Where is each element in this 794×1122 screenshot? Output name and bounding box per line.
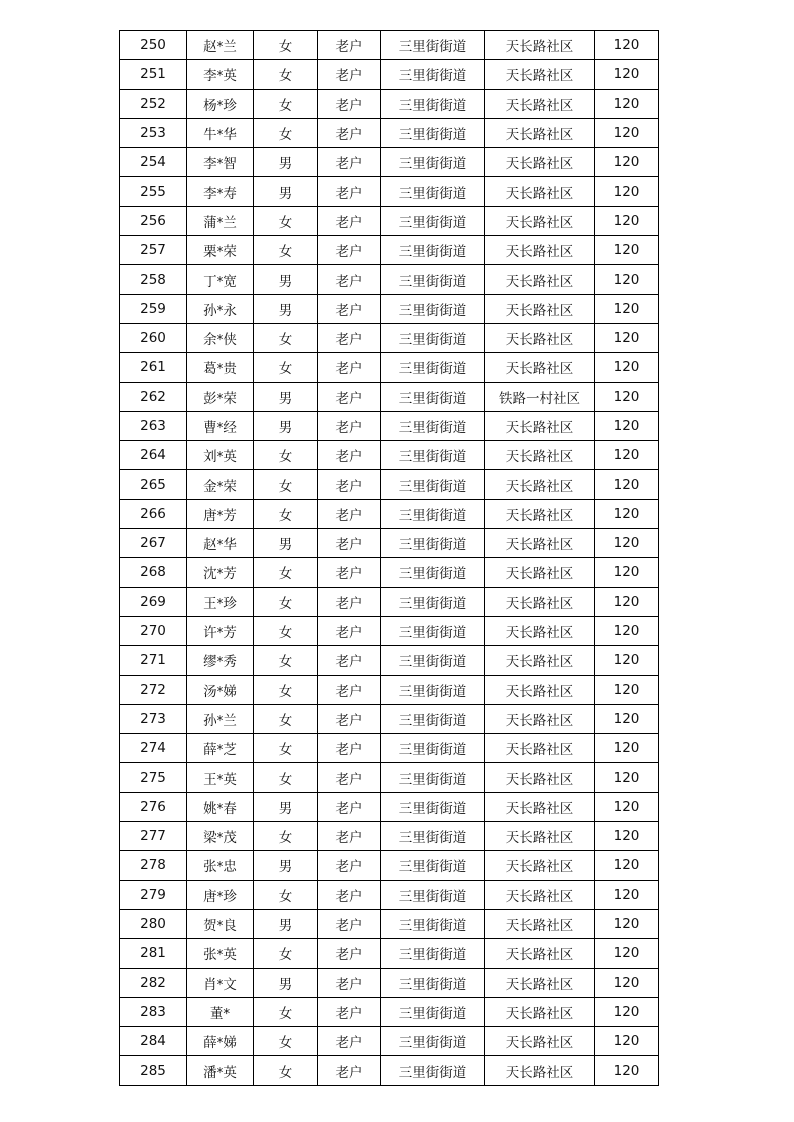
cell-amount: 120: [595, 1056, 659, 1085]
cell-index: 280: [120, 909, 187, 938]
cell-name: 缪*秀: [187, 646, 254, 675]
cell-community: 天长路社区: [485, 763, 595, 792]
records-table: [119, 30, 659, 1086]
cell-subdistrict: 三里街街道: [381, 353, 485, 382]
cell-index: 267: [120, 529, 187, 558]
cell-name: 彭*荣: [187, 382, 254, 411]
cell-index: 265: [120, 470, 187, 499]
cell-subdistrict: 三里街街道: [381, 89, 485, 118]
cell-amount: 120: [595, 60, 659, 89]
cell-index: 270: [120, 616, 187, 645]
cell-amount: 120: [595, 792, 659, 821]
cell-amount: 120: [595, 31, 659, 60]
cell-subdistrict: 三里街街道: [381, 734, 485, 763]
cell-household-type: 老户: [318, 792, 381, 821]
cell-subdistrict: 三里街街道: [381, 441, 485, 470]
cell-name: 唐*芳: [187, 499, 254, 528]
cell-community: 铁路一村社区: [485, 382, 595, 411]
cell-subdistrict: 三里街街道: [381, 763, 485, 792]
cell-name: 栗*荣: [187, 236, 254, 265]
cell-household-type: 老户: [318, 529, 381, 558]
cell-amount: 120: [595, 177, 659, 206]
cell-amount: 120: [595, 294, 659, 323]
cell-community: 天长路社区: [485, 646, 595, 675]
cell-gender: 女: [254, 675, 318, 704]
cell-household-type: 老户: [318, 60, 381, 89]
cell-subdistrict: 三里街街道: [381, 616, 485, 645]
cell-gender: 女: [254, 441, 318, 470]
cell-gender: 女: [254, 1027, 318, 1056]
cell-name: 董*: [187, 997, 254, 1026]
cell-index: 282: [120, 968, 187, 997]
cell-amount: 120: [595, 851, 659, 880]
cell-name: 李*英: [187, 60, 254, 89]
table-row: [120, 822, 659, 851]
cell-household-type: 老户: [318, 558, 381, 587]
cell-community: 天长路社区: [485, 118, 595, 147]
cell-index: 273: [120, 704, 187, 733]
cell-name: 肖*文: [187, 968, 254, 997]
table-row: [120, 89, 659, 118]
cell-gender: 男: [254, 382, 318, 411]
cell-name: 许*芳: [187, 616, 254, 645]
cell-index: 278: [120, 851, 187, 880]
cell-name: 蒲*兰: [187, 206, 254, 235]
cell-gender: 女: [254, 734, 318, 763]
cell-household-type: 老户: [318, 206, 381, 235]
cell-index: 263: [120, 411, 187, 440]
records-table-body: [120, 31, 659, 1086]
cell-index: 256: [120, 206, 187, 235]
cell-household-type: 老户: [318, 997, 381, 1026]
cell-subdistrict: 三里街街道: [381, 587, 485, 616]
cell-amount: 120: [595, 763, 659, 792]
cell-subdistrict: 三里街街道: [381, 704, 485, 733]
cell-subdistrict: 三里街街道: [381, 851, 485, 880]
table-row: [120, 616, 659, 645]
cell-gender: 男: [254, 148, 318, 177]
cell-community: 天长路社区: [485, 909, 595, 938]
cell-household-type: 老户: [318, 499, 381, 528]
cell-household-type: 老户: [318, 89, 381, 118]
cell-community: 天长路社区: [485, 792, 595, 821]
cell-gender: 男: [254, 968, 318, 997]
cell-gender: 男: [254, 411, 318, 440]
cell-name: 孙*兰: [187, 704, 254, 733]
cell-index: 284: [120, 1027, 187, 1056]
table-row: [120, 118, 659, 147]
cell-name: 潘*英: [187, 1056, 254, 1085]
cell-gender: 女: [254, 1056, 318, 1085]
cell-amount: 120: [595, 587, 659, 616]
cell-index: 272: [120, 675, 187, 704]
cell-name: 王*英: [187, 763, 254, 792]
cell-index: 258: [120, 265, 187, 294]
table-row: [120, 792, 659, 821]
cell-name: 丁*宽: [187, 265, 254, 294]
table-row: [120, 31, 659, 60]
cell-gender: 女: [254, 587, 318, 616]
cell-community: 天长路社区: [485, 1056, 595, 1085]
cell-subdistrict: 三里街街道: [381, 558, 485, 587]
cell-household-type: 老户: [318, 323, 381, 352]
cell-subdistrict: 三里街街道: [381, 939, 485, 968]
cell-name: 余*侠: [187, 323, 254, 352]
cell-community: 天长路社区: [485, 997, 595, 1026]
cell-amount: 120: [595, 353, 659, 382]
cell-community: 天长路社区: [485, 441, 595, 470]
cell-community: 天长路社区: [485, 60, 595, 89]
cell-community: 天长路社区: [485, 880, 595, 909]
cell-subdistrict: 三里街街道: [381, 148, 485, 177]
cell-index: 285: [120, 1056, 187, 1085]
cell-community: 天长路社区: [485, 616, 595, 645]
table-row: [120, 499, 659, 528]
cell-amount: 120: [595, 704, 659, 733]
cell-subdistrict: 三里街街道: [381, 880, 485, 909]
table-row: [120, 206, 659, 235]
cell-community: 天长路社区: [485, 294, 595, 323]
table-row: [120, 265, 659, 294]
cell-index: 254: [120, 148, 187, 177]
cell-index: 255: [120, 177, 187, 206]
cell-community: 天长路社区: [485, 89, 595, 118]
table-row: [120, 236, 659, 265]
cell-household-type: 老户: [318, 177, 381, 206]
cell-subdistrict: 三里街街道: [381, 294, 485, 323]
cell-household-type: 老户: [318, 646, 381, 675]
cell-subdistrict: 三里街街道: [381, 265, 485, 294]
cell-subdistrict: 三里街街道: [381, 323, 485, 352]
cell-community: 天长路社区: [485, 734, 595, 763]
cell-index: 268: [120, 558, 187, 587]
cell-name: 牛*华: [187, 118, 254, 147]
cell-gender: 女: [254, 646, 318, 675]
cell-community: 天长路社区: [485, 411, 595, 440]
cell-amount: 120: [595, 265, 659, 294]
cell-amount: 120: [595, 382, 659, 411]
cell-index: 250: [120, 31, 187, 60]
cell-amount: 120: [595, 616, 659, 645]
table-row: [120, 148, 659, 177]
cell-index: 274: [120, 734, 187, 763]
cell-gender: 女: [254, 616, 318, 645]
cell-gender: 女: [254, 236, 318, 265]
cell-amount: 120: [595, 675, 659, 704]
cell-index: 279: [120, 880, 187, 909]
table-row: [120, 851, 659, 880]
cell-subdistrict: 三里街街道: [381, 411, 485, 440]
table-row: [120, 529, 659, 558]
cell-subdistrict: 三里街街道: [381, 997, 485, 1026]
cell-subdistrict: 三里街街道: [381, 177, 485, 206]
cell-index: 277: [120, 822, 187, 851]
cell-index: 276: [120, 792, 187, 821]
cell-gender: 女: [254, 939, 318, 968]
cell-household-type: 老户: [318, 411, 381, 440]
cell-gender: 女: [254, 704, 318, 733]
cell-subdistrict: 三里街街道: [381, 822, 485, 851]
cell-community: 天长路社区: [485, 206, 595, 235]
cell-name: 张*忠: [187, 851, 254, 880]
cell-name: 薛*娣: [187, 1027, 254, 1056]
cell-name: 李*智: [187, 148, 254, 177]
cell-amount: 120: [595, 206, 659, 235]
cell-household-type: 老户: [318, 441, 381, 470]
cell-amount: 120: [595, 909, 659, 938]
cell-name: 姚*春: [187, 792, 254, 821]
cell-subdistrict: 三里街街道: [381, 1027, 485, 1056]
cell-subdistrict: 三里街街道: [381, 236, 485, 265]
cell-gender: 女: [254, 880, 318, 909]
table-row: [120, 763, 659, 792]
cell-name: 张*英: [187, 939, 254, 968]
table-row: [120, 1056, 659, 1085]
cell-amount: 120: [595, 499, 659, 528]
cell-gender: 女: [254, 353, 318, 382]
cell-gender: 女: [254, 558, 318, 587]
cell-household-type: 老户: [318, 31, 381, 60]
cell-subdistrict: 三里街街道: [381, 675, 485, 704]
cell-household-type: 老户: [318, 704, 381, 733]
cell-household-type: 老户: [318, 470, 381, 499]
cell-community: 天长路社区: [485, 968, 595, 997]
cell-household-type: 老户: [318, 1027, 381, 1056]
cell-index: 262: [120, 382, 187, 411]
cell-community: 天长路社区: [485, 704, 595, 733]
cell-community: 天长路社区: [485, 939, 595, 968]
cell-gender: 男: [254, 909, 318, 938]
cell-amount: 120: [595, 734, 659, 763]
cell-household-type: 老户: [318, 675, 381, 704]
cell-community: 天长路社区: [485, 851, 595, 880]
cell-gender: 男: [254, 792, 318, 821]
cell-index: 252: [120, 89, 187, 118]
table-row: [120, 353, 659, 382]
cell-community: 天长路社区: [485, 148, 595, 177]
cell-household-type: 老户: [318, 148, 381, 177]
cell-community: 天长路社区: [485, 529, 595, 558]
cell-gender: 女: [254, 60, 318, 89]
cell-household-type: 老户: [318, 1056, 381, 1085]
cell-amount: 120: [595, 529, 659, 558]
cell-subdistrict: 三里街街道: [381, 470, 485, 499]
cell-community: 天长路社区: [485, 31, 595, 60]
table-row: [120, 382, 659, 411]
table-row: [120, 939, 659, 968]
cell-subdistrict: 三里街街道: [381, 968, 485, 997]
cell-amount: 120: [595, 1027, 659, 1056]
cell-name: 汤*娣: [187, 675, 254, 704]
cell-subdistrict: 三里街街道: [381, 382, 485, 411]
table-row: [120, 441, 659, 470]
table-row: [120, 704, 659, 733]
cell-household-type: 老户: [318, 382, 381, 411]
cell-community: 天长路社区: [485, 558, 595, 587]
cell-index: 283: [120, 997, 187, 1026]
cell-gender: 女: [254, 323, 318, 352]
cell-community: 天长路社区: [485, 470, 595, 499]
cell-amount: 120: [595, 880, 659, 909]
table-row: [120, 558, 659, 587]
cell-subdistrict: 三里街街道: [381, 499, 485, 528]
table-row: [120, 880, 659, 909]
cell-gender: 男: [254, 851, 318, 880]
cell-household-type: 老户: [318, 587, 381, 616]
table-row: [120, 675, 659, 704]
cell-subdistrict: 三里街街道: [381, 646, 485, 675]
cell-community: 天长路社区: [485, 177, 595, 206]
cell-gender: 女: [254, 118, 318, 147]
cell-amount: 120: [595, 470, 659, 499]
cell-index: 275: [120, 763, 187, 792]
table-row: [120, 909, 659, 938]
cell-gender: 女: [254, 763, 318, 792]
cell-index: 264: [120, 441, 187, 470]
cell-index: 281: [120, 939, 187, 968]
cell-amount: 120: [595, 89, 659, 118]
cell-index: 253: [120, 118, 187, 147]
cell-amount: 120: [595, 822, 659, 851]
cell-household-type: 老户: [318, 236, 381, 265]
cell-gender: 女: [254, 997, 318, 1026]
cell-household-type: 老户: [318, 353, 381, 382]
cell-gender: 男: [254, 177, 318, 206]
cell-community: 天长路社区: [485, 236, 595, 265]
cell-amount: 120: [595, 323, 659, 352]
cell-household-type: 老户: [318, 616, 381, 645]
cell-household-type: 老户: [318, 851, 381, 880]
cell-amount: 120: [595, 118, 659, 147]
cell-subdistrict: 三里街街道: [381, 31, 485, 60]
cell-household-type: 老户: [318, 118, 381, 147]
cell-community: 天长路社区: [485, 822, 595, 851]
cell-index: 261: [120, 353, 187, 382]
table-row: [120, 323, 659, 352]
cell-name: 金*荣: [187, 470, 254, 499]
cell-subdistrict: 三里街街道: [381, 909, 485, 938]
cell-amount: 120: [595, 646, 659, 675]
cell-name: 孙*永: [187, 294, 254, 323]
cell-community: 天长路社区: [485, 353, 595, 382]
cell-name: 赵*华: [187, 529, 254, 558]
cell-name: 王*珍: [187, 587, 254, 616]
cell-amount: 120: [595, 939, 659, 968]
cell-amount: 120: [595, 148, 659, 177]
cell-gender: 男: [254, 529, 318, 558]
cell-index: 259: [120, 294, 187, 323]
cell-name: 赵*兰: [187, 31, 254, 60]
cell-subdistrict: 三里街街道: [381, 118, 485, 147]
cell-index: 271: [120, 646, 187, 675]
cell-name: 杨*珍: [187, 89, 254, 118]
cell-amount: 120: [595, 411, 659, 440]
cell-subdistrict: 三里街街道: [381, 529, 485, 558]
cell-index: 257: [120, 236, 187, 265]
cell-gender: 女: [254, 822, 318, 851]
table-row: [120, 968, 659, 997]
cell-name: 梁*茂: [187, 822, 254, 851]
cell-amount: 120: [595, 997, 659, 1026]
cell-community: 天长路社区: [485, 499, 595, 528]
table-row: [120, 587, 659, 616]
cell-household-type: 老户: [318, 734, 381, 763]
cell-gender: 男: [254, 294, 318, 323]
cell-amount: 120: [595, 558, 659, 587]
cell-amount: 120: [595, 236, 659, 265]
cell-community: 天长路社区: [485, 587, 595, 616]
cell-name: 贺*良: [187, 909, 254, 938]
cell-gender: 女: [254, 470, 318, 499]
cell-name: 葛*贵: [187, 353, 254, 382]
cell-gender: 女: [254, 31, 318, 60]
table-row: [120, 1027, 659, 1056]
table-row: [120, 470, 659, 499]
cell-amount: 120: [595, 441, 659, 470]
cell-index: 266: [120, 499, 187, 528]
table-row: [120, 294, 659, 323]
cell-name: 唐*珍: [187, 880, 254, 909]
cell-index: 260: [120, 323, 187, 352]
cell-household-type: 老户: [318, 294, 381, 323]
cell-subdistrict: 三里街街道: [381, 206, 485, 235]
table-row: [120, 411, 659, 440]
cell-gender: 女: [254, 206, 318, 235]
cell-community: 天长路社区: [485, 323, 595, 352]
cell-gender: 女: [254, 89, 318, 118]
cell-household-type: 老户: [318, 822, 381, 851]
cell-gender: 男: [254, 265, 318, 294]
cell-subdistrict: 三里街街道: [381, 792, 485, 821]
cell-household-type: 老户: [318, 880, 381, 909]
table-row: [120, 734, 659, 763]
table-row: [120, 60, 659, 89]
cell-gender: 女: [254, 499, 318, 528]
cell-index: 251: [120, 60, 187, 89]
cell-household-type: 老户: [318, 968, 381, 997]
cell-index: 269: [120, 587, 187, 616]
cell-household-type: 老户: [318, 763, 381, 792]
table-row: [120, 646, 659, 675]
cell-name: 李*寿: [187, 177, 254, 206]
cell-name: 刘*英: [187, 441, 254, 470]
cell-household-type: 老户: [318, 909, 381, 938]
cell-amount: 120: [595, 968, 659, 997]
cell-household-type: 老户: [318, 939, 381, 968]
cell-subdistrict: 三里街街道: [381, 60, 485, 89]
table-row: [120, 997, 659, 1026]
cell-name: 曹*经: [187, 411, 254, 440]
cell-community: 天长路社区: [485, 265, 595, 294]
cell-household-type: 老户: [318, 265, 381, 294]
cell-community: 天长路社区: [485, 1027, 595, 1056]
table-row: [120, 177, 659, 206]
cell-subdistrict: 三里街街道: [381, 1056, 485, 1085]
cell-name: 薛*芝: [187, 734, 254, 763]
cell-name: 沈*芳: [187, 558, 254, 587]
cell-community: 天长路社区: [485, 675, 595, 704]
